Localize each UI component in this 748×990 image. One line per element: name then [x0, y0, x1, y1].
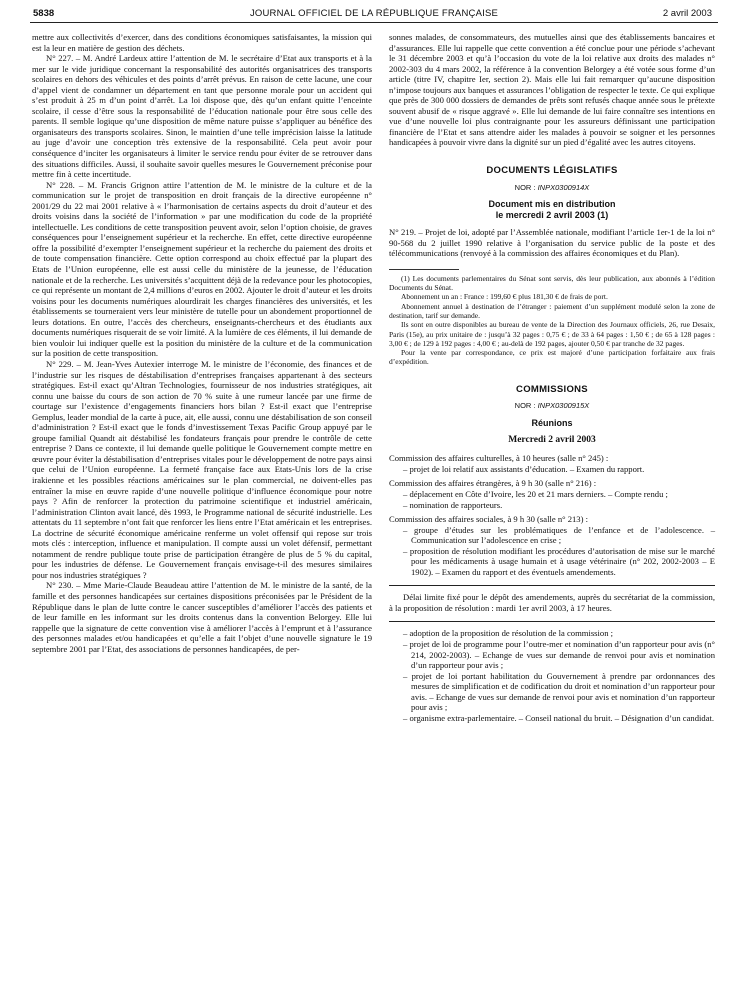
question-230: N° 230. – Mme Marie-Claude Beaudeau attire l’attention de M. le ministre de la santé, de la famille et des personnes handicapées sur certaines dispositions préconisées par le Président de la République dans le plan de lutte contre le cancer susceptibles d’améliorer l’accès des patients et de leur famille en les informant sur les droits contenus dans la convention Belorgey. Elle lui rappelle que la signature de cette convention vise à améliorer l’accès à l’emprunt et à l’assurance des personnes malades et/ou handicapées et qu’elle a fait l’objet d’une nouvelle signature le 19 septembre 2001 par l’Etat, des associations de personnes handicapées, de per- [32, 580, 372, 654]
right-column [389, 32, 715, 723]
footnote-rule [389, 269, 459, 270]
agenda-item: – adoption de la proposition de résolution de la commission ; [403, 628, 614, 639]
agenda-item: – déplacement en Côte d’Ivoire, les 20 et 21 mars derniers. – Compte rendu ; [403, 489, 668, 499]
commission-culture [389, 453, 715, 474]
distribution-title: Document mis en distribution [488, 199, 616, 210]
agenda-item: – projet de loi relatif aux assistants d’éducation. – Examen du rapport. [403, 463, 645, 474]
footnote-foreign: Abonnement annuel à destination de l’étranger : paiement d’un supplément modulé selon la zone de destination, tarif sur demande. [389, 301, 715, 320]
meeting-day: Mercredi 2 avril 2003 [508, 434, 596, 445]
footnotes [389, 274, 715, 367]
nor-reference-documents: NOR : INPX0300914X [514, 182, 590, 192]
commission-social-title: Commission des affaires sociales, à 9 h 30 (salle n° 213) : [389, 514, 588, 525]
distribution-date: le mercredi 2 avril 2003 (1) [495, 210, 609, 221]
question-227: N° 227. – M. André Lardeux attire l’attention de M. le secrétaire d’Etat aux transports et à la mer sur le vide juridique concernant la responsabilité des autorités organisatrices des transports scolaires en dehors des véhicules et des points d’arrêt prévus. En raison de cette lacune, une cour d’appel vient de condamner un département en tant que personne morale pour un accident qui s’est produit à 25 m d’un point d’arrêt. La loi dispose que, dès qu’un enfant quitte l’enceinte scolaire, il cesse d’être sous la responsabilité de l’éducation nationale pour être sous celle des parents. Il semble logique qu’une disposition de même nature puisse s’appliquer au bénéfice des organisateurs des transports scolaires. Sinon, le maintien d’une telle imprécision laisse la latitude au juge d’avoir une conception très extensive de la responsabilité. Cela peut avoir pour conséquence d’inciter les organisateurs à limiter le service rendu pour éviter de se retrouver dans des situations difficiles. Aussi, il souhaite savoir quelles mesures le Gouvernement préconise pour mettre fin à cette incertitude. [32, 53, 372, 180]
block-rule [389, 585, 715, 586]
journal-title: JOURNAL OFFICIEL DE LA RÉPUBLIQUE FRANÇAISE [249, 8, 499, 19]
continued-paragraph: mettre aux collectivités d’exercer, dans des conditions économiques satisfaisantes, la mission qui est la leur en matière de gestion des déchets. [32, 32, 372, 53]
agenda-item: – groupe d’études sur les problématiques de l’enfance et de l’adolescence. – Communication sur l’adolescence en crise ; [403, 524, 715, 546]
amendment-deadline: Délai limite fixé pour le dépôt des amendements, auprès du secrétariat de la commission, à la proposition de résolution : mardi 1er avril 2003, à 17 heures. [389, 592, 715, 613]
agenda-item: – nomination de rapporteurs. [403, 499, 503, 510]
commission-social [389, 514, 715, 577]
footnote-subscription: Abonnement un an : France : 199,60 € plus 181,30 € de frais de port. [401, 292, 608, 302]
issue-date: 2 avril 2003 [662, 8, 712, 19]
header-rule [30, 22, 718, 23]
agenda-item: – projet de loi portant habilitation du Gouvernement à prendre par ordonnances des mesures de simplification et de codification du droit et nomination d’un rapporteur pour avis. – Echange de vues sur demande de renvoi pour avis et nomination d’un rapporteur pour avis ; [403, 670, 715, 713]
block-rule [389, 621, 715, 622]
question-229: N° 229. – M. Jean-Yves Autexier interroge M. le ministre de l’économie, des finances et de l’industrie sur les risques de déstabilisation d’entreprises françaises appartenant à des secteurs stratégiques. Est-il exact qu’Altran Technologies, fournisseur de nos industries stratégiques, ait connu une baisse du cours de son action de 70 % suite à une rumeur lancée par une firme de courtage sur l’existence d’engagements financiers hors bilan ? Est-il exact que l’entreprise Gemplus, leader mondial de la carte à puce, ait, elle aussi, connu une déstabilisation de son conseil d’administration ? Est-il exact que le fonds d’investissement Texas Pacific Group appuyé par le groupe familial Quandt ait déstabilisé les fondateurs français pour prendre le contrôle de cette entreprise ? Dans ce contexte, il lui demande quelle politique le Gouvernement compte mettre en œuvre pour éviter la déstabilisation d’entreprises vitales pour le développement de notre pays ainsi que celui de l’Union européenne. La fermeté française face aux Etats-Unis lors de la crise irakienne et les possibles réactions américaines sur le plan commercial, ne doivent-elles pas entraîner la mise en œuvre rapide d’une nouvelle politique d’influence économique pour notre pays ? Afin de renforcer la protection du patrimoine scientifique et industriel américain, l’administration Clinton avait lancé, dès 1993, le Programme national de sécurité industrielle. Les attentats du 11 septembre n’ont fait que renforcer les liens entre l’Etat américain et les entreprises. La doctrine de sécurité économique américaine renferme un volet offensif qui repose sur trois mots clés : interception, influence et manipulation. Il compte aussi un volet défensif, permettant notamment de rendre publique toute prise de participation étrangère de plus de 5 % du capital, pour les industries de défense. Le Gouvernement français envisage-t-il des mesures similaires pour nos industries stratégiques ? [32, 358, 372, 580]
document-219: N° 219. – Projet de loi, adopté par l’Assemblée nationale, modifiant l’article 1er-1 de la loi n° 90-568 du 2 juillet 1990 relative à l’organisation du service public de la poste et des télécommunications (renvoyé à la commission des affaires économiques et du Plan). [389, 227, 715, 259]
question-230-continued: sonnes malades, de consommateurs, des mutuelles ainsi que des établissements bancaires et d’assurances. Elle lui rappelle que cette convention a été conclue pour une période s’achevant le 31 décembre 2003 et qu’à l’occasion du vote de la loi relative aux droits des malades n° 2002-303 du 4 mars 2002, la référence à la convention Belorgey a été votée sous forme d’un article (titre IV, chapitre Ier, section 2). Mais elle lui fait remarquer qu’aucune disposition n’impose toujours aux banques et assurances l’obligation de respecter le texte. Ce qui explique que près de 300 000 dossiers de demandes de prêts sont refusés chaque année sous le prétexte souvent abusif de « risque aggravé ». Elle lui demande de lui faire connaître ses intentions en vue d’une nouvelle loi plus contraignante pour les assureurs définissant une participation financière de l’Etat et sans attendre aider les malades à pouvoir se soigner et les personnes handicapées à pouvoir vivre dans la dignité sur un pied d’égalité avec les autres citoyens. [389, 32, 715, 148]
agenda-item: – projet de loi de programme pour l’outre-mer et nomination d’un rapporteur pour avis (n° 214, 2002-2003). – Echange de vues sur demande de renvoi pour avis et nomination d’un rapporteur pour avis ; [403, 639, 715, 671]
commission-foreign [389, 478, 715, 510]
page-number: 5838 [33, 8, 55, 19]
footnote-1: (1) Les documents parlementaires du Sénat sont servis, dès leur publication, aux abonnés à l’édition Documents du Sénat. [389, 273, 715, 293]
page-header [0, 0, 748, 24]
section-title-documents: DOCUMENTS LÉGISLATIFS [486, 165, 618, 177]
commission-culture-title: Commission des affaires culturelles, à 10 heures (salle n° 245) : [389, 453, 609, 464]
left-column [32, 32, 372, 654]
nor-reference-commissions: NOR : INPX0300915X [514, 401, 590, 411]
commission-foreign-title: Commission des affaires étrangères, à 9 h 30 (salle n° 216) : [389, 478, 597, 489]
footnote-mail: Pour la vente par correspondance, ce prix est majoré d’une participation forfaitaire aux frais d’expédition. [389, 348, 715, 367]
agenda-item: – proposition de résolution modifiant les procédures d’autorisation de mise sur le marché pour les médicaments à usage humain et à usage vétérinaire (n° 202, 2002-2003 – E 1902). – Examen du rapport et des éventuels amendements. [403, 545, 715, 577]
agenda-item: – organisme extra-parlementaire. – Conseil national du bruit. – Désignation d’un candidat. [403, 712, 715, 723]
question-228: N° 228. – M. Francis Grignon attire l’attention de M. le ministre de la culture et de la communication sur le projet de transposition en droit français de la directive européenne n° 2001/29 du 22 mai 2001 relative à « l’harmonisation de certains aspects du droit d’auteur et des droits voisins dans la société de l’information » par une modification du code de la propriété intellectuelle. Les conditions de cette transposition peuvent avoir, selon l’option choisie, de graves conséquences pour l’enseignement supérieur et la recherche. En effet, cette directive européenne offre la possibilité d’exempter l’enseignement supérieur et la recherche du paiement des droits et de toute compensation financière. Cette option correspond au choix effectué par la plupart des Etats de l’Union européenne, elle est aussi celle du ministère de la jeunesse, de l’éducation nationale et de la recherche. Les universités s’acquittent déjà de la redevance pour les photocopies, ce qui représente un montant de 2,4 millions d’euros en 2002. Ajouter le droit d’auteur et les droits voisins pour les documents numériques alourdirait les charges financières des universités, et les établissements se tourneraient vers leur ministère de tutelle pour un abondement proportionnel de leurs dotations. En outre, l’accès des chercheurs, enseignants-chercheurs et des étudiants aux documents numériques risquerait de se voir limité. A la lumière de ces éléments, il lui demande de bien vouloir lui indiquer quelle est la position du ministère de la culture et de la communication sur la position de cette transposition. [32, 179, 372, 359]
meetings-title: Réunions [531, 417, 573, 428]
footnote-prices: Ils sont en outre disponibles au bureau de vente de la Direction des Journaux officiels, 26, rue Desaix, Paris (15e), au prix unitaire de : jusqu’à 32 pages : 0,75 € ; de 33 à 64 pages : 1,50 € ; de 65 à 128 pages : 3,00 € ; de 129 à 192 pages : 4,00 € ; au-delà de 192 pages, ajouter 0,50 € par tranche de 32 pages. [389, 320, 715, 348]
section-title-commissions: COMMISSIONS [516, 383, 588, 395]
